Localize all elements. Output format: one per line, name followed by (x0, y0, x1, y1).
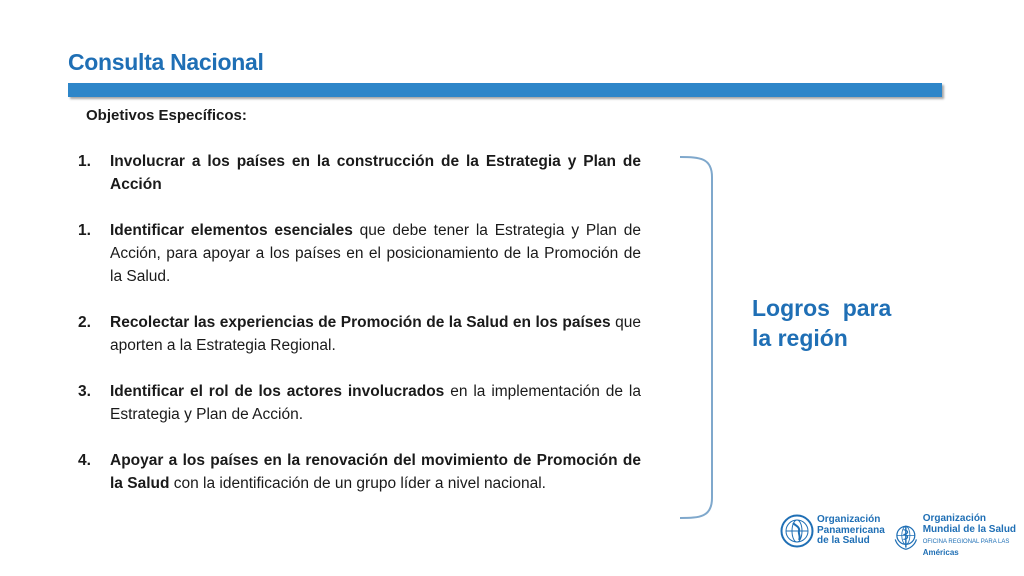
item-number: 3. (78, 383, 91, 400)
item-text-bold: Identificar el rol de los actores involucrados (110, 383, 445, 400)
item-text-bold: Apoyar a los países en la renovación del movimiento de Promoción de la Salud (110, 452, 641, 492)
item-number: 1. (78, 222, 91, 239)
paho-line-3: de la Salud (817, 535, 870, 547)
item-text-rest: en la implementación de la Estrategia y Plan de Acción. (110, 383, 641, 423)
item-text-bold: Identificar elementos esenciales (110, 222, 353, 239)
who-sub-region: Américas (922, 547, 959, 557)
list-item (78, 150, 641, 196)
objectives-list (78, 150, 641, 518)
item-text-bold: Recolectar las experiencias de Promoción de la Salud en los países (110, 314, 611, 331)
list-item (78, 219, 641, 288)
paho-line-2: Panamericana (817, 524, 885, 536)
who-logo (892, 514, 1024, 559)
item-number: 4. (78, 452, 91, 469)
who-emblem-icon (892, 520, 920, 554)
who-regional-office (923, 537, 1024, 559)
item-number: 2. (78, 314, 91, 331)
who-line-1: Organización (922, 513, 987, 524)
paho-logo (780, 514, 885, 548)
paho-line-1: Organización (817, 514, 881, 526)
list-item (78, 311, 641, 357)
right-bracket (678, 155, 738, 520)
item-text-rest: con la identificación de un grupo líder a nivel nacional. (169, 475, 546, 492)
item-text-rest: que debe tener la Estrategia y Plan de Acción, para apoyar a los países en el posicionamiento de la Promoción de la Salud. (110, 222, 641, 285)
item-text-bold: Involucrar a los países en la construcción de la Estrategia y Plan de Acción (110, 153, 641, 193)
achievements-line-2: la región (752, 325, 848, 351)
who-name (923, 514, 1024, 559)
item-number: 1. (78, 153, 91, 170)
item-text (110, 449, 641, 495)
achievements-note (752, 293, 891, 353)
page-title: Consulta Nacional (68, 49, 264, 75)
achievements-line-1: Logros para (752, 295, 892, 321)
item-text (110, 219, 641, 288)
item-text (110, 150, 641, 196)
title-bar (68, 83, 942, 97)
who-sub-label: OFICINA REGIONAL PARA LAS (922, 539, 1010, 545)
globe-emblem-icon (780, 514, 814, 548)
item-text (110, 311, 641, 357)
list-item (78, 380, 641, 426)
item-text (110, 380, 641, 426)
who-line-2: Mundial de la Salud (922, 523, 1017, 535)
section-subtitle: Objetivos Específicos: (86, 107, 247, 124)
item-text-rest: que aporten a la Estrategia Regional. (110, 314, 641, 354)
list-item (78, 449, 641, 495)
paho-name (817, 515, 885, 547)
